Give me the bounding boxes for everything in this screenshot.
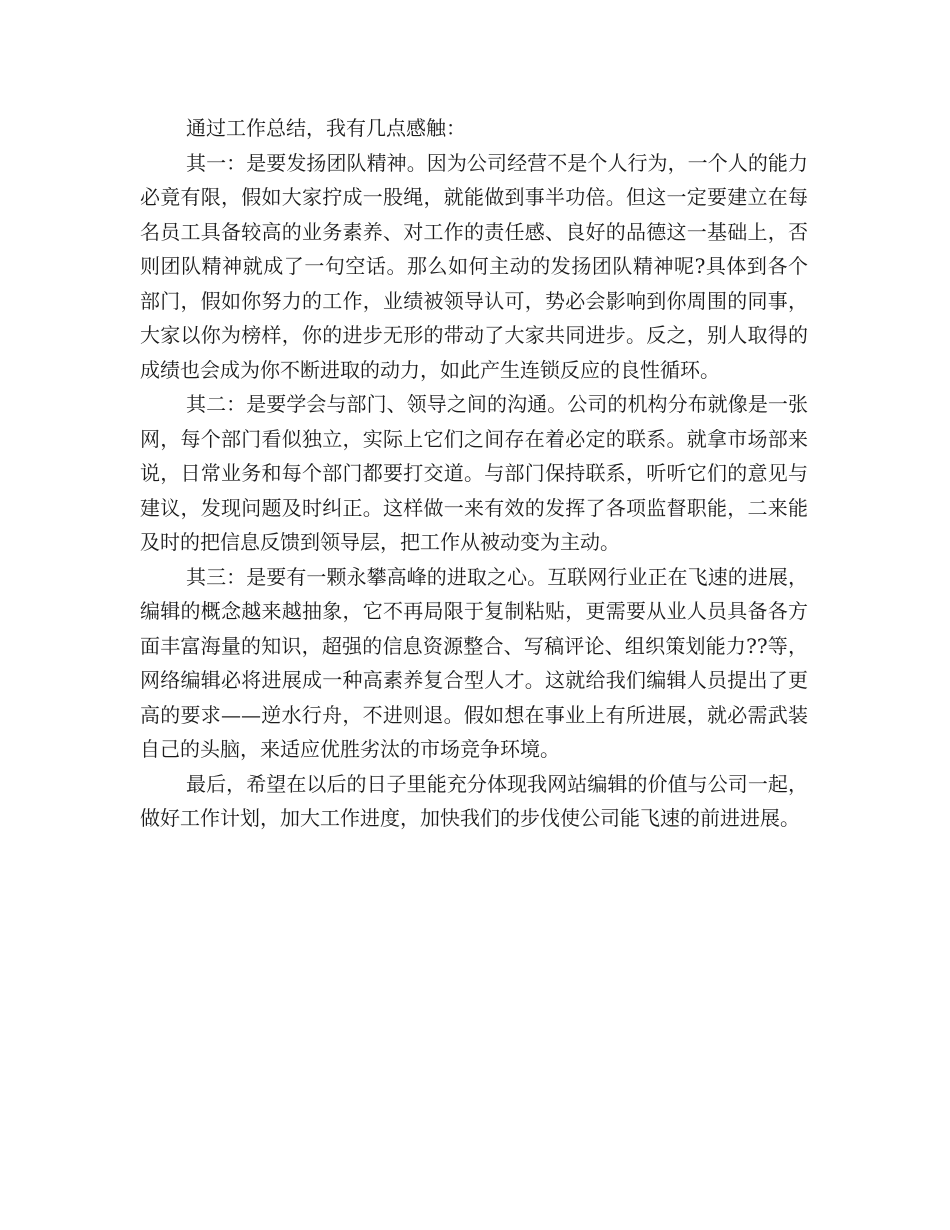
paragraph-conclusion: 最后，希望在以后的日子里能充分体现我网站编辑的价值与公司一起，做好工作计划，加大工作进度，加快我们的步伐使公司能飞速的前进进展。 bbox=[140, 771, 808, 830]
document-body bbox=[140, 111, 808, 836]
paragraph-point-two: 其二：是要学会与部门、领导之间的沟通。公司的机构分布就像是一张网，每个部门看似独立，实际上它们之间存在着必定的联系。就拿市场部来说，日常业务和每个部门都要打交道。与部门保持联系，听听它们的意见与建议，发现问题及时纠正。这样做一来有效的发挥了各项监督职能，二来能及时的把信息反馈到领导层，把工作从被动变为主动。 bbox=[140, 392, 808, 554]
paragraph-point-three: 其三：是要有一颗永攀高峰的进取之心。互联网行业正在飞速的进展，编辑的概念越来越抽象，它不再局限于复制粘贴，更需要从业人员具备各方面丰富海量的知识，超强的信息资源整合、写稿评论、组织策划能力??等，网络编辑必将进展成一种高素养复合型人才。这就给我们编辑人员提出了更高的要求——逆水行舟，不进则退。假如想在事业上有所进展，就必需武装自己的头脑，来适应优胜劣汰的市场竞争环境。 bbox=[140, 564, 808, 761]
paragraph-intro: 通过工作总结，我有几点感触： bbox=[186, 116, 466, 140]
paragraph-point-one: 其一：是要发扬团队精神。因为公司经营不是个人行为，一个人的能力必竟有限，假如大家拧成一股绳，就能做到事半功倍。但这一定要建立在每名员工具备较高的业务素养、对工作的责任感、良好的品德这一基础上，否则团队精神就成了一句空话。那么如何主动的发扬团队精神呢?具体到各个部门，假如你努力的工作，业绩被领导认可，势必会影响到你周围的同事，大家以你为榜样，你的进步无形的带动了大家共同进步。反之，别人取得的成绩也会成为你不断进取的动力，如此产生连锁反应的良性循环。 bbox=[140, 150, 808, 382]
